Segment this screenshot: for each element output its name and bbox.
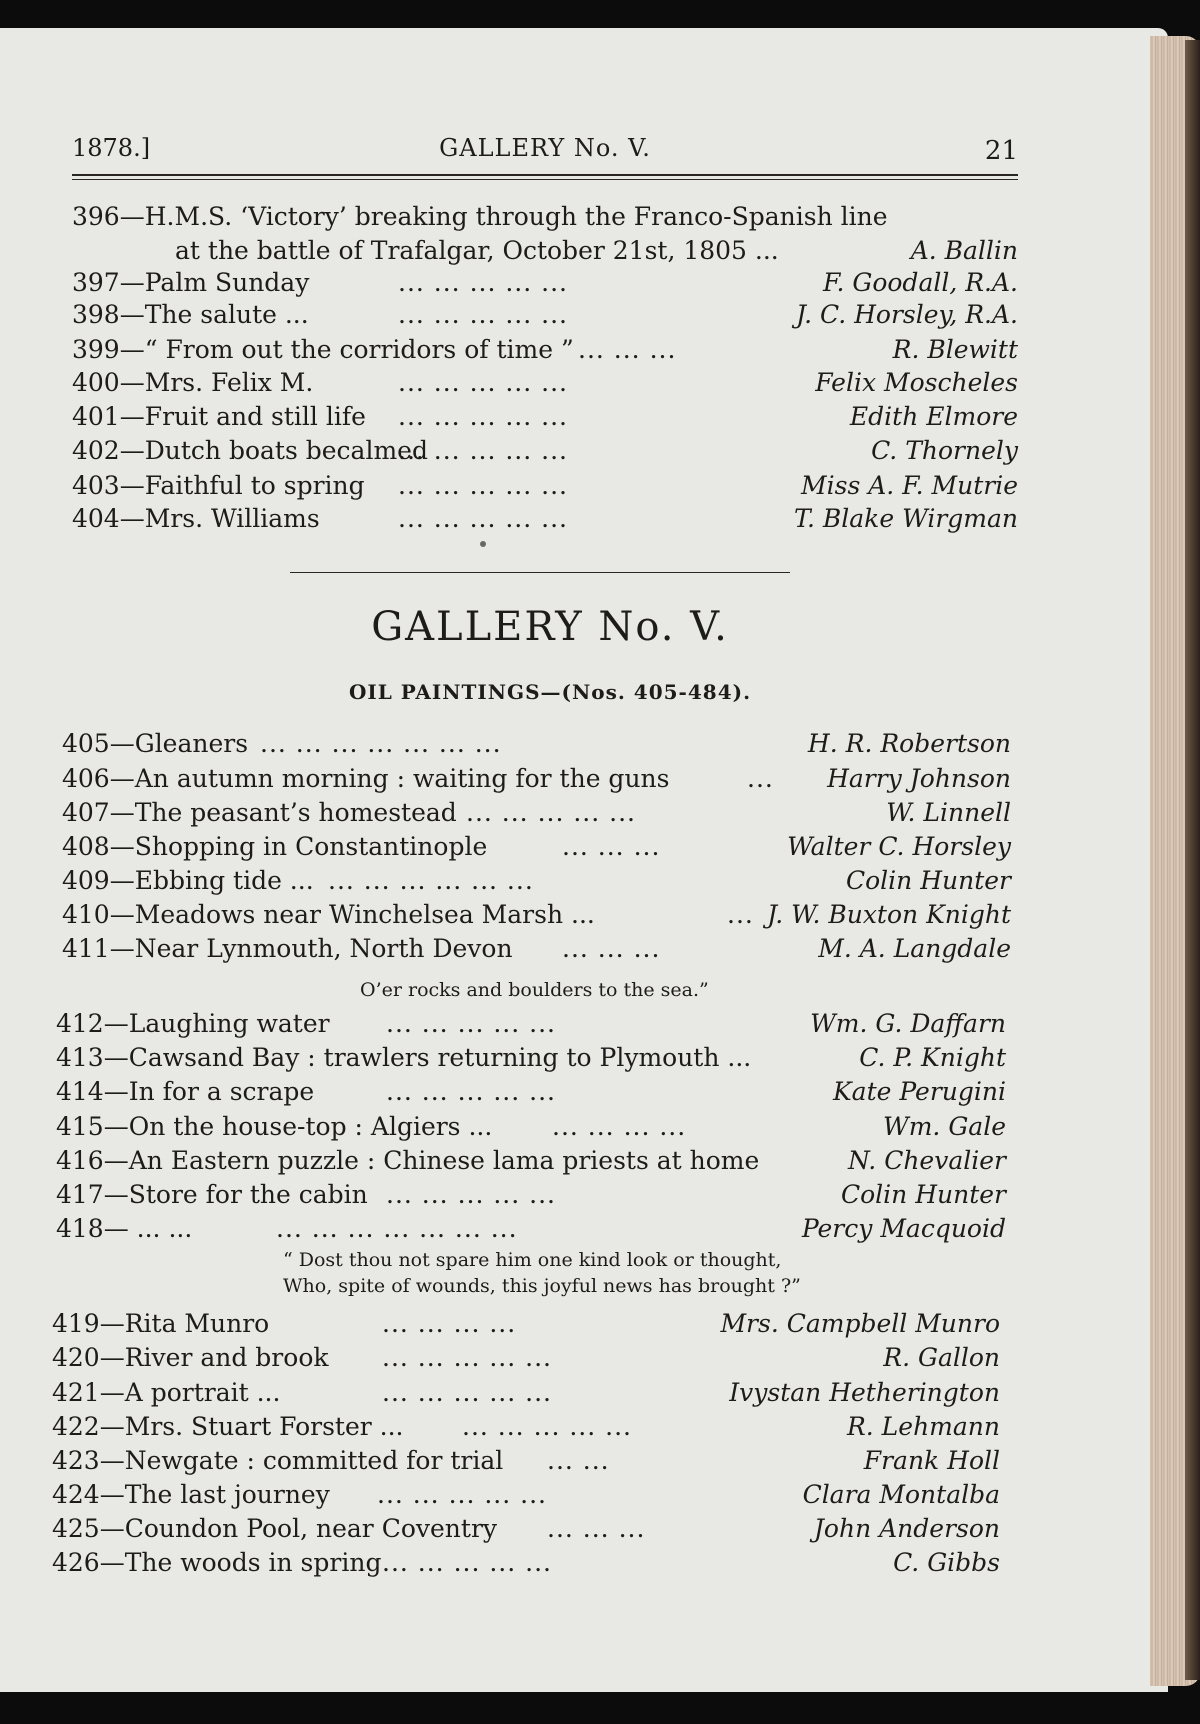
entry-artist: A. Ballin	[910, 236, 1018, 265]
entry-dots: ... ... ... ... ...	[462, 1412, 632, 1441]
entry-artist: Percy Macquoid	[801, 1214, 1006, 1243]
entry-title: 404—Mrs. Williams	[72, 504, 320, 533]
entry-dots: ...	[747, 764, 774, 793]
entry-dots: ... ... ... ... ...	[398, 504, 568, 533]
entry-dots: ... ... ... ... ...	[398, 268, 568, 297]
entry-artist: Miss A. F. Mutrie	[801, 471, 1018, 500]
catalogue-entry	[52, 1341, 1000, 1375]
entry-title: 420—River and brook	[52, 1343, 329, 1372]
entry-dots: ... ... ... ... ...	[377, 1480, 547, 1509]
catalogue-entry	[52, 1307, 1000, 1341]
entry-dots: ... ... ... ... ... ...	[328, 866, 534, 895]
entry-title: 421—A portrait ...	[52, 1378, 281, 1407]
entry-dots: ... ... ...	[562, 832, 661, 861]
entry-title: 423—Newgate : committed for trial	[52, 1446, 504, 1475]
entry-quote: Who, spite of wounds, this joyful news has brought ?”	[283, 1275, 801, 1297]
entry-title: 425—Coundon Pool, near Coventry	[52, 1514, 498, 1543]
entry-dots: ... ... ... ... ...	[466, 798, 636, 827]
entry-title: 401—Fruit and still life	[72, 402, 366, 431]
catalogue-entry	[56, 1075, 1006, 1109]
entry-artist: Clara Montalba	[802, 1480, 1000, 1509]
entry-dots: ... ... ...	[547, 1514, 646, 1543]
entry-artist: R. Gallon	[883, 1343, 1000, 1372]
header-title: GALLERY No. V.	[439, 134, 651, 162]
section-heading: OIL PAINTINGS—(Nos. 405-484).	[348, 680, 752, 704]
entry-artist: J. W. Buxton Knight	[767, 900, 1011, 929]
entry-artist: H. R. Robertson	[807, 729, 1011, 758]
entry-artist: M. A. Langdale	[818, 934, 1011, 963]
entry-title: 426—The woods in spring	[52, 1548, 382, 1577]
entry-artist: Colin Hunter	[840, 1180, 1006, 1209]
catalogue-entry	[72, 298, 1018, 332]
entry-title: 422—Mrs. Stuart Forster ...	[52, 1412, 404, 1441]
entry-artist: Ivystan Hetherington	[729, 1378, 1000, 1407]
entry-artist: N. Chevalier	[848, 1146, 1006, 1175]
entry-title: 400—Mrs. Felix M.	[72, 368, 314, 397]
entry-title: 418— ... ...	[56, 1214, 193, 1243]
gallery-title: GALLERY No. V.	[371, 604, 729, 650]
catalogue-entry	[72, 434, 1018, 468]
entry-title: 402—Dutch boats becalmed	[72, 436, 428, 465]
entry-dots: ...	[727, 900, 754, 929]
entry-title: 408—Shopping in Constantinople	[62, 832, 488, 861]
catalogue-entry	[52, 1444, 1000, 1478]
page-number: 21	[984, 136, 1018, 166]
catalogue-entry	[72, 234, 1018, 268]
header-rule	[72, 174, 1018, 180]
entry-artist: T. Blake Wirgman	[794, 504, 1018, 533]
entry-artist: Felix Moscheles	[815, 368, 1018, 397]
entry-title: 403—Faithful to spring	[72, 471, 365, 500]
entry-title: 411—Near Lynmouth, North Devon	[62, 934, 513, 963]
entry-dots: ... ... ... ... ...	[382, 1343, 552, 1372]
entry-artist: W. Linnell	[886, 798, 1011, 827]
entry-dots: ... ... ... ...	[552, 1112, 687, 1141]
entry-title: 417—Store for the cabin	[56, 1180, 368, 1209]
entry-title: 406—An autumn morning : waiting for the guns	[62, 764, 670, 793]
stray-mark	[480, 541, 486, 547]
entry-title: 414—In for a scrape	[56, 1077, 315, 1106]
entry-dots: ... ... ... ...	[382, 1309, 517, 1338]
entry-artist: C. Gibbs	[893, 1548, 1000, 1577]
entry-title: 410—Meadows near Winchelsea Marsh ...	[62, 900, 595, 929]
entry-title: 405—Gleaners	[62, 729, 249, 758]
catalogue-entry	[56, 1212, 1006, 1246]
entry-dots: ... ... ...	[562, 934, 661, 963]
catalogue-entry	[56, 1178, 1006, 1212]
entry-title: 398—The salute ...	[72, 300, 309, 329]
entry-artist: R. Lehmann	[846, 1412, 1000, 1441]
entry-dots: ... ... ...	[578, 335, 677, 364]
header-year: 1878.]	[72, 134, 151, 162]
entry-dots: ... ... ... ... ...	[386, 1077, 556, 1106]
entry-artist: C. Thornely	[871, 436, 1018, 465]
running-header	[72, 128, 1018, 172]
entry-title: 424—The last journey	[52, 1480, 330, 1509]
entry-dots: ... ... ... ... ...	[382, 1378, 552, 1407]
book-spine-shadow	[1185, 40, 1200, 1680]
entry-title: 397—Palm Sunday	[72, 268, 310, 297]
entry-dots: ... ... ... ... ...	[398, 402, 568, 431]
catalogue-entry	[72, 400, 1018, 434]
catalogue-entry	[56, 1110, 1006, 1144]
entry-artist: Harry Johnson	[827, 764, 1011, 793]
catalogue-entry	[72, 333, 1018, 367]
entry-title: 413—Cawsand Bay : trawlers returning to Plymouth ...	[56, 1043, 752, 1072]
catalogue-entry	[52, 1478, 1000, 1512]
entry-artist: J. C. Horsley, R.A.	[796, 300, 1018, 329]
entry-quote: O’er rocks and boulders to the sea.”	[360, 979, 709, 1001]
entry-dots: ... ... ... ... ...	[398, 368, 568, 397]
entry-title: 415—On the house-top : Algiers ...	[56, 1112, 493, 1141]
catalogue-entry	[72, 366, 1018, 400]
entry-artist: John Anderson	[813, 1514, 1000, 1543]
catalogue-entry	[72, 502, 1018, 536]
section-rule	[290, 572, 790, 573]
entry-title: at the battle of Trafalgar, October 21st, 1805 ...	[175, 236, 779, 265]
catalogue-entry	[62, 762, 1011, 796]
entry-title: 412—Laughing water	[56, 1009, 330, 1038]
entry-artist: C. P. Knight	[859, 1043, 1006, 1072]
entry-title: 409—Ebbing tide ...	[62, 866, 314, 895]
entry-dots: ... ... ... ... ... ... ...	[260, 729, 502, 758]
entry-artist: Colin Hunter	[845, 866, 1011, 895]
entry-artist: F. Goodall, R.A.	[823, 268, 1018, 297]
catalogue-entry	[56, 1041, 1006, 1075]
entry-dots: ... ... ... ... ...	[398, 471, 568, 500]
entry-artist: Frank Holl	[863, 1446, 1000, 1475]
catalogue-entry	[52, 1546, 1000, 1580]
entry-artist: Edith Elmore	[849, 402, 1018, 431]
catalogue-entry	[62, 727, 1011, 761]
catalogue-entry	[56, 1007, 1006, 1041]
catalogue-entry	[72, 469, 1018, 503]
catalogue-entry	[62, 864, 1011, 898]
catalogue-entry	[52, 1376, 1000, 1410]
catalogue-entry	[52, 1512, 1000, 1546]
entry-quote: “ Dost thou not spare him one kind look or thought,	[283, 1249, 782, 1271]
entry-artist: Wm. Gale	[883, 1112, 1006, 1141]
entry-title: 416—An Eastern puzzle : Chinese lama priests at home	[56, 1146, 760, 1175]
catalogue-entry	[72, 200, 1018, 234]
entry-dots: ... ... ... ... ... ... ...	[276, 1214, 518, 1243]
entry-artist: Kate Perugini	[832, 1077, 1006, 1106]
entry-artist: Wm. G. Daffarn	[810, 1009, 1006, 1038]
entry-title: 407—The peasant’s homestead	[62, 798, 457, 827]
entry-artist: Mrs. Campbell Munro	[720, 1309, 1000, 1338]
catalogue-entry	[52, 1410, 1000, 1444]
entry-dots: ... ... ... ... ...	[386, 1180, 556, 1209]
entry-dots: ... ...	[547, 1446, 610, 1475]
catalogue-entry	[62, 830, 1011, 864]
entry-dots: ... ... ... ... ...	[398, 300, 568, 329]
catalogue-entry	[56, 1144, 1006, 1178]
entry-dots: ... ... ... ... ...	[386, 1009, 556, 1038]
catalogue-entry	[72, 266, 1018, 300]
catalogue-entry	[62, 796, 1011, 830]
catalogue-entry	[62, 932, 1011, 966]
entry-artist: R. Blewitt	[892, 335, 1018, 364]
entry-dots: ... ... ... ... ...	[382, 1548, 552, 1577]
entry-title: 396—H.M.S. ‘Victory’ breaking through the Franco-Spanish line	[72, 202, 888, 231]
catalogue-entry	[62, 898, 1011, 932]
entry-title: 419—Rita Munro	[52, 1309, 270, 1338]
entry-artist: Walter C. Horsley	[787, 832, 1011, 861]
entry-dots: ... ... ... ... ...	[398, 436, 568, 465]
entry-title: 399—“ From out the corridors of time ”	[72, 335, 574, 364]
